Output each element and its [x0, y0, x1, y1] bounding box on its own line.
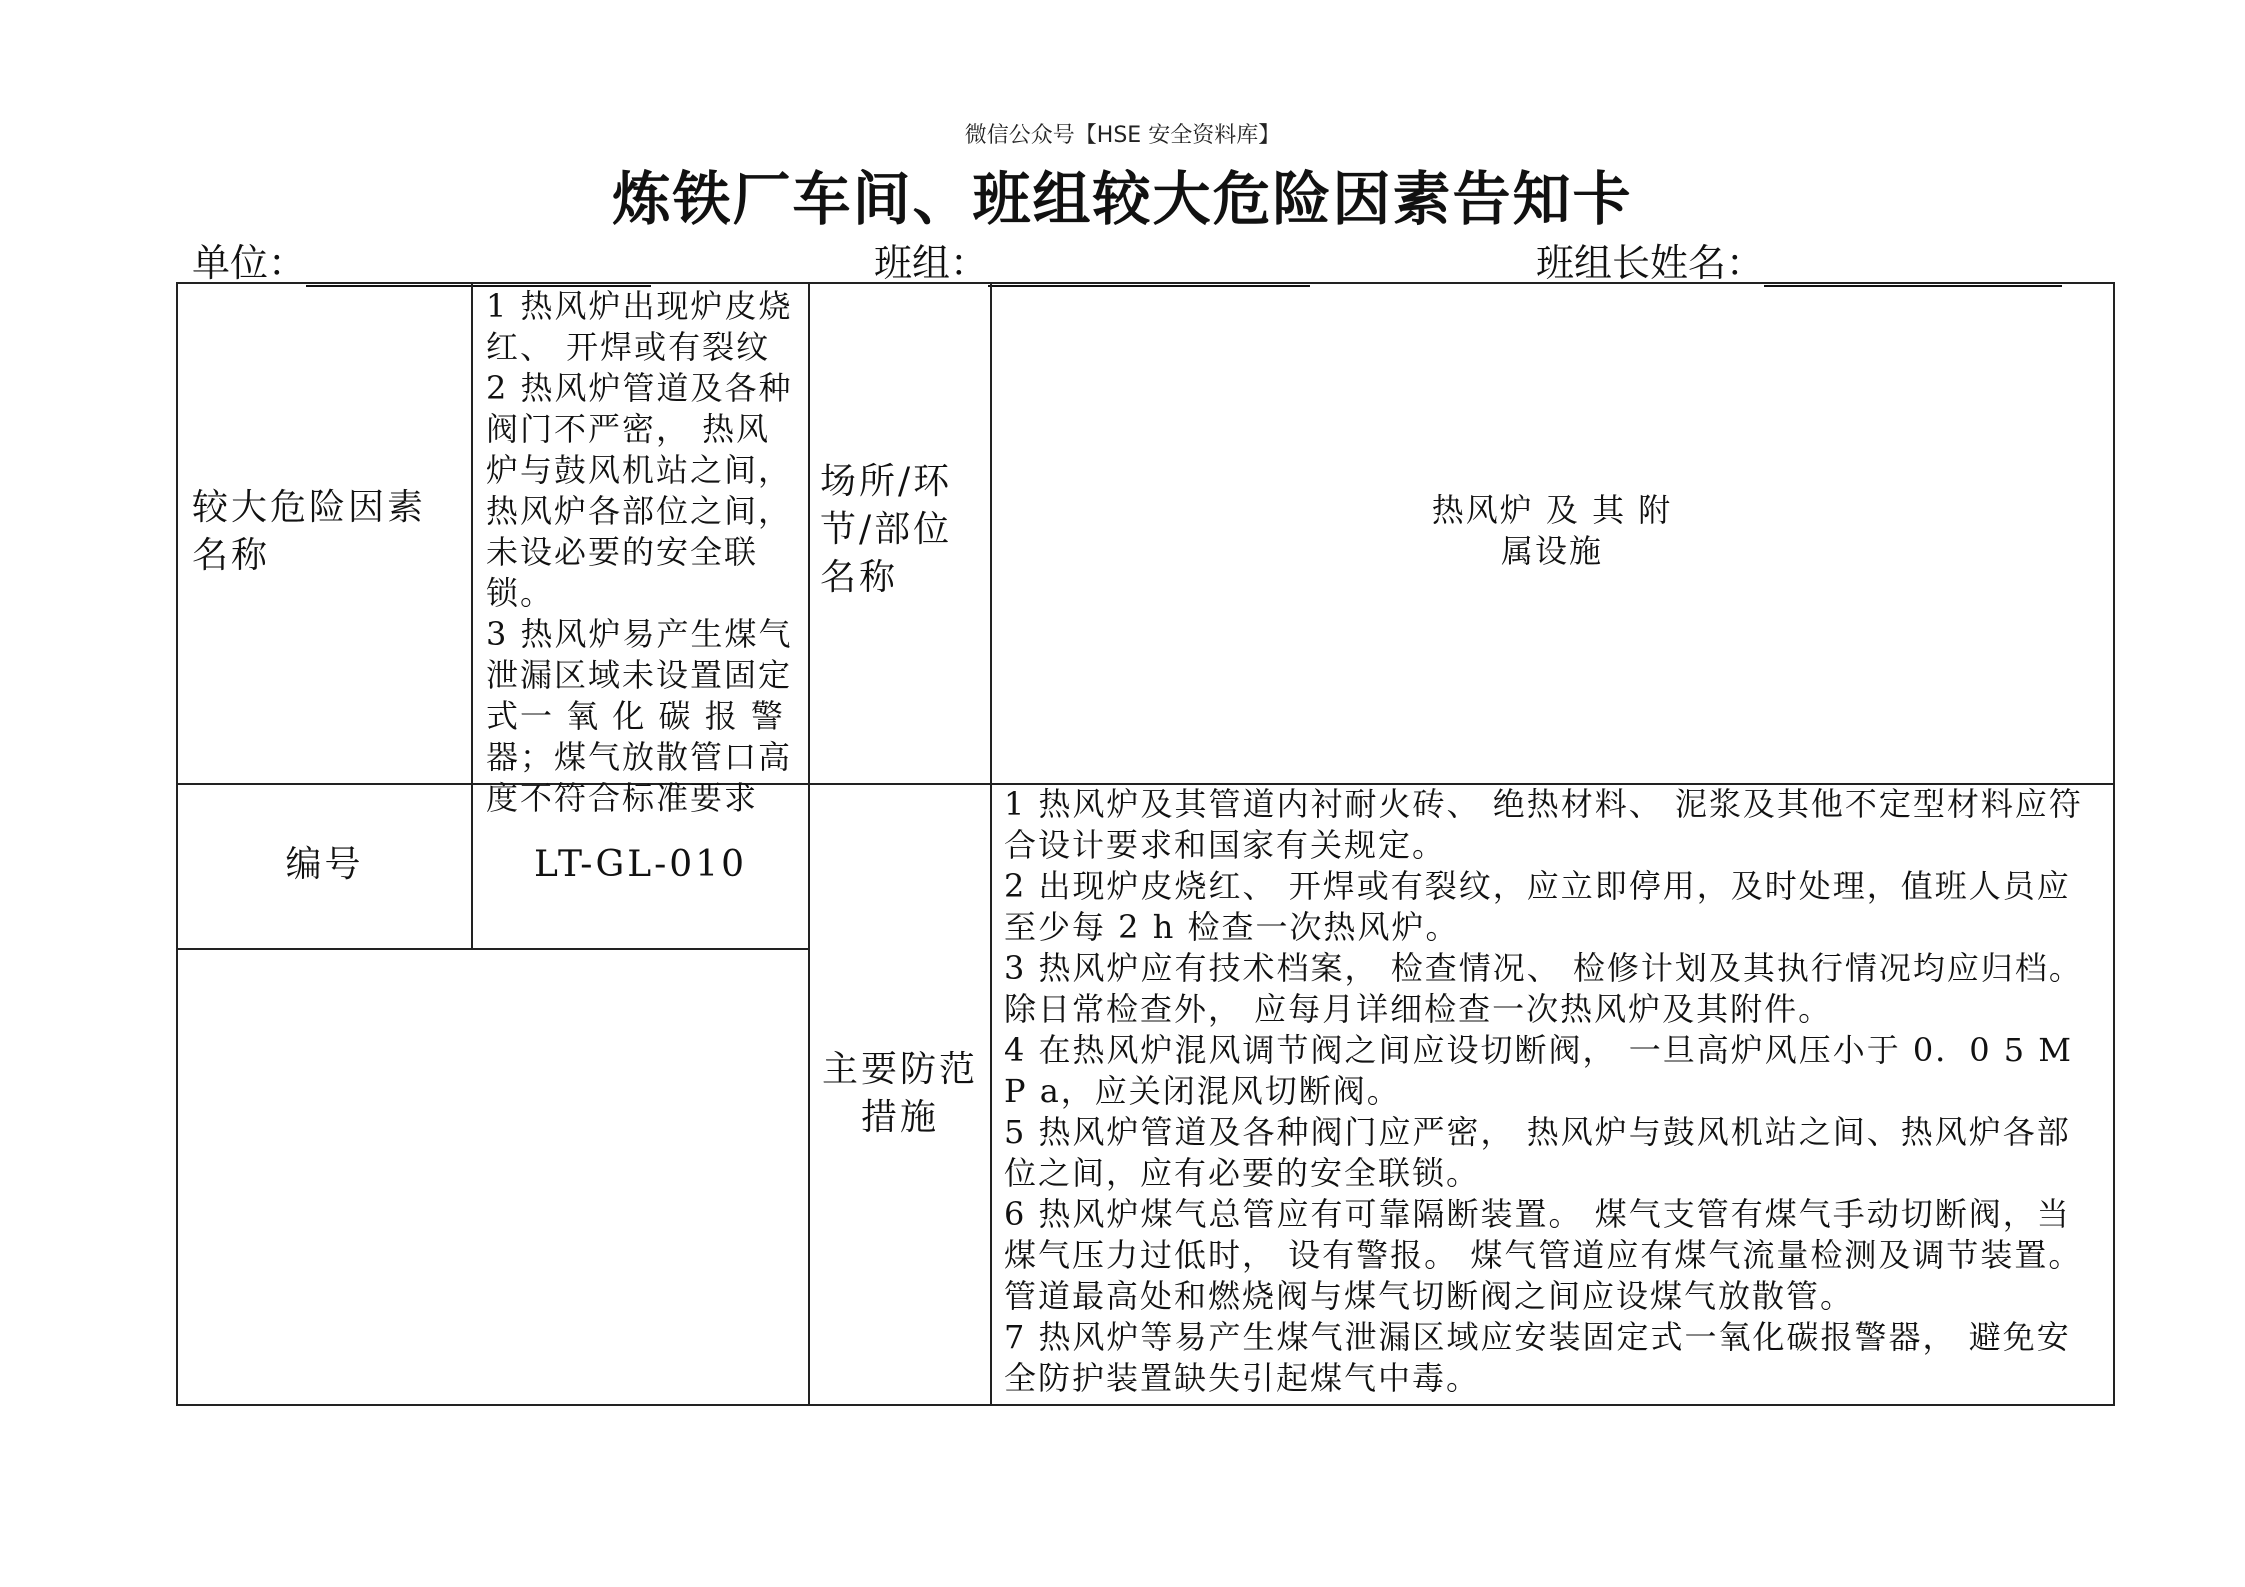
measure-item: 7 热风炉等易产生煤气泄漏区域应安装固定式一氧化碳报警器， 避免安全防护装置缺失引起煤气中毒。 — [1004, 1318, 2071, 1397]
hazard-table — [176, 282, 2115, 1406]
grid-line — [808, 284, 810, 1404]
measure-item: 4 在热风炉混风调节阀之间应设切断阀， 一旦高炉风压小于 0．0 5 M P a，应关闭混风切断阀。 — [1004, 1031, 2074, 1110]
unit-blank[interactable] — [306, 245, 651, 287]
location-value — [992, 490, 2112, 572]
measure-item: 2 出现炉皮烧红、 开焊或有裂纹，应立即停用，及时处理，值班人员应至少每 2 h 检查一次热风炉。 — [1004, 867, 2071, 946]
measure-item: 1 热风炉及其管道内衬耐火砖、 绝热材料、 泥浆及其他不定型材料应符合设计要求和国家有关规定。 — [1004, 785, 2083, 864]
measure-item: 6 热风炉煤气总管应有可靠隔断装置。 煤气支管有煤气手动切断阀，当煤气压力过低时， 设有警报。 煤气管道应有煤气流量检测及调节装置。 管道最高处和燃烧阀与煤气切断阀之间应设煤气放散管。 — [1004, 1195, 2083, 1315]
grid-line — [178, 948, 810, 950]
team-label: 班组： — [874, 241, 989, 285]
code-label: 编号 — [285, 844, 364, 885]
hazard-items — [486, 286, 798, 819]
hazard-item: 2 热风炉管道及各种阀门不严密， 热风炉与鼓风机站之间， 热风炉各部位之间， 未设必要的安全联锁。 — [486, 369, 793, 612]
location-value-line: 热风炉 及 其 附 — [1431, 491, 1673, 529]
page-title: 炼铁厂车间、班组较大危险因素告知卡 — [612, 165, 1633, 233]
measure-item: 3 热风炉应有技术档案， 检查情况、 检修计划及其执行情况均应归档。 除日常检查外， 应每月详细检查一次热风炉及其附件。 — [1004, 949, 2083, 1028]
team-field — [874, 232, 1310, 287]
location-value-line: 属设施 — [1500, 532, 1603, 570]
leader-blank[interactable] — [1764, 245, 2062, 287]
leader-field — [1536, 232, 2062, 287]
info-row — [0, 232, 2245, 285]
leader-label: 班组长姓名： — [1536, 241, 1765, 285]
grid-line — [990, 284, 992, 1404]
hazard-item: 1 热风炉出现炉皮烧红、 开焊或有裂纹 — [486, 287, 793, 366]
measures-list — [1004, 784, 2104, 1399]
measure-item: 5 热风炉管道及各种阀门应严密， 热风炉与鼓风机站之间、热风炉各部位之间，应有必要的安全联锁。 — [1004, 1113, 2071, 1192]
code-value: LT-GL-010 — [533, 844, 748, 885]
watermark-text: 微信公众号【HSE 安全资料库】 — [964, 123, 1281, 148]
unit-field — [192, 232, 651, 287]
hazard-name-label: 较大危险因素名称 — [192, 487, 427, 576]
hazard-item: 3 热风炉易产生煤气泄漏区域未设置固定式一 氧 化 碳 报 警器；煤气放散管口高度不符合标准要求 — [486, 615, 793, 817]
measures-label: 主要防范措施 — [821, 1049, 978, 1138]
location-label: 场所/环节/部位名称 — [820, 461, 953, 598]
unit-label: 单位： — [192, 241, 307, 285]
team-blank[interactable] — [988, 245, 1310, 287]
